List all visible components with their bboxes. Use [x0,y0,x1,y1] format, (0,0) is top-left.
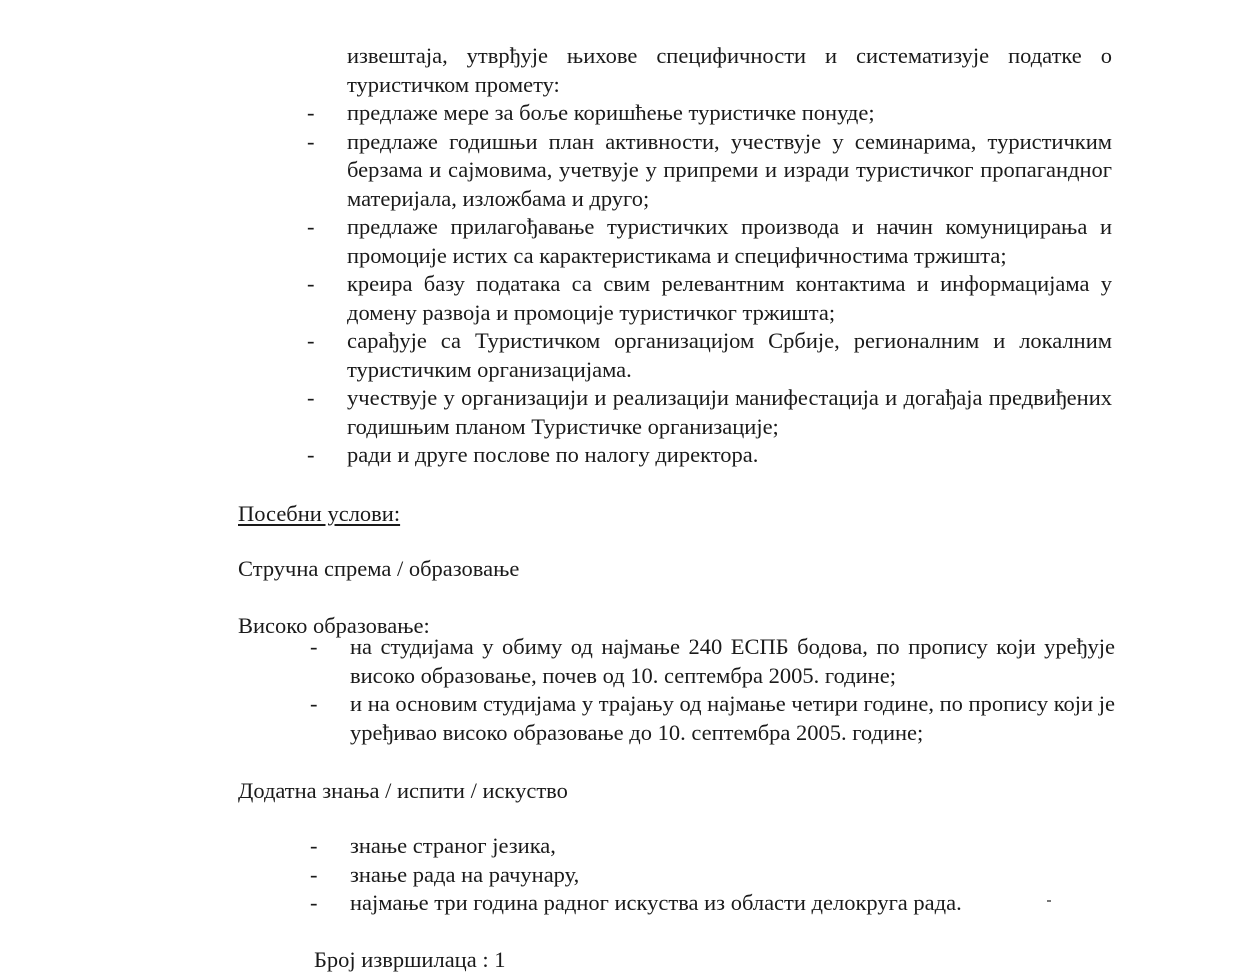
education-list [310,633,1115,747]
bullet-dash: - [307,128,315,154]
list-item [307,270,1112,327]
list-item [307,128,1112,214]
list-item-text: и на основим студијама у трајању од најмање четири године, по пропису који је уређивао високо образовање до 10. септембра 2005. године; [350,691,1115,745]
bullet-dash: - [307,214,315,239]
bullet-dash: - [307,100,315,125]
qualification-heading: Стручна спрема / образовање [238,556,520,581]
bullet-dash: - [307,271,315,296]
bullet-dash: - [310,634,318,659]
list-item [310,832,1070,861]
list-item [307,384,1112,441]
bullet-dash: - [307,385,315,410]
bullet-dash: - [310,861,318,887]
list-item [307,213,1112,270]
list-item [310,690,1115,747]
list-item [310,861,1070,890]
bullet-dash: - [310,833,318,858]
list-item [307,441,1112,470]
list-item [310,633,1115,690]
higher-education-heading: Високо образовање: [238,613,430,638]
list-item-text: сарађује са Туристичком организацијом Србије, регионалним и локалним туристичким организацијама. [347,328,1112,382]
list-item [310,889,1070,918]
executors-count: Број извршилаца : 1 [314,947,506,972]
list-item-text: најмање три година радног искуства из области делокруга рада. [350,890,962,915]
list-item-text: предлаже прилагођавање туристичких производа и начин комуницирања и промоције истих са карактеристикама и специфичностима тржишта; [347,214,1112,268]
list-item-text: креира базу података са свим релевантним контактима и информацијама у домену развоја и промоције туристичког тржишта; [347,271,1112,325]
bullet-dash: - [307,328,315,353]
list-item [307,327,1112,384]
intro-paragraph: извештаја, утврђује њихове специфичности и систематизује податке о туристичком промету: [347,43,1112,97]
bullet-dash: - [310,691,318,716]
list-item-text: предлаже мере за боље коришћење туристичке понуде; [347,100,875,125]
skills-list [310,832,1070,918]
special-conditions-heading: Посебни услови: [238,501,401,526]
scan-speck [1047,900,1051,902]
list-item-text: предлаже годишњи план активности, учествује у семинарима, туристичким берзама и сајмовима, учетвује у припреми и изради туристичког пропагандног материјала, изложбама и друго; [347,128,1112,211]
duties-list [307,99,1112,470]
list-item-text: знање страног језика, [350,833,556,858]
bullet-dash: - [307,442,315,467]
list-item-text: учествује у организацији и реализацији манифестација и догађаја предвиђених годишњим планом Туристичке организације; [347,385,1112,439]
list-item-text: на студијама у обиму од најмање 240 ЕСПБ бодова, по пропису који уређује високо образовање, почев од 10. септембра 2005. године; [350,634,1115,688]
list-item-text: ради и друге послове по налогу директора. [347,442,759,467]
list-item-text: знање рада на рачунару, [350,861,580,887]
bullet-dash: - [310,890,318,915]
list-item [307,99,1112,128]
additional-knowledge-heading: Додатна знања / испити / искуство [238,778,568,803]
